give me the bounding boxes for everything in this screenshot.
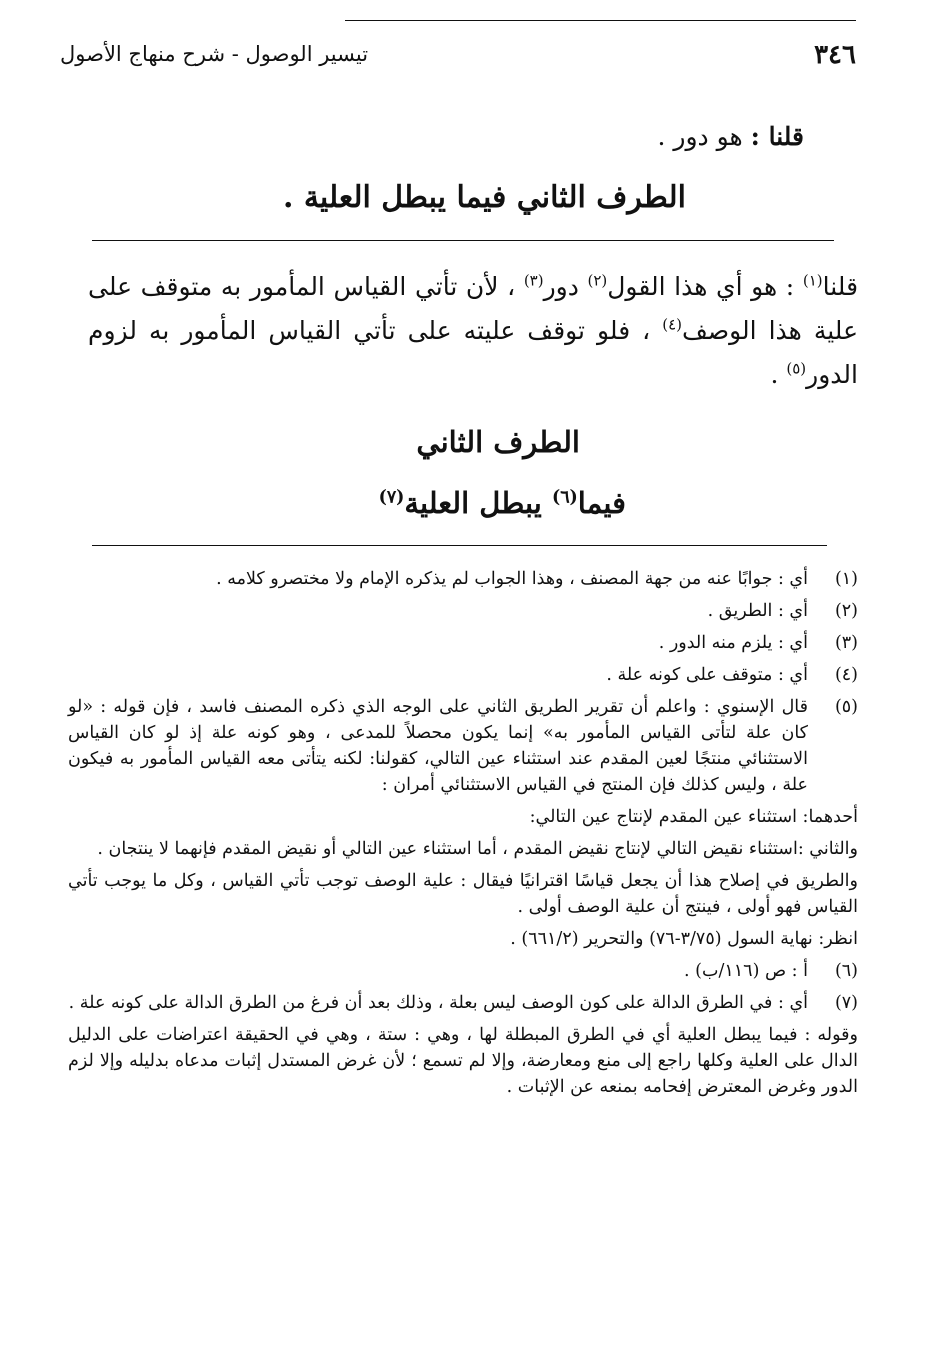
page-number: ٣٤٦: [814, 40, 856, 70]
footnote-2: [68, 598, 858, 630]
footnote-7: [68, 990, 858, 1022]
footnotes: [68, 566, 858, 1100]
footnote-1: [68, 566, 858, 598]
footnote-5-continued: والثاني :استثناء نقيض التالي لإنتاج نقيض المقدم ، أما استثناء عين التالي أو نقيض المقدم فإنهما لا ينتجان .: [97, 839, 858, 859]
footnote-4: [68, 662, 858, 694]
section-heading-mid: الطرف الثاني: [416, 425, 580, 459]
footnote-ref-3[interactable]: (٣): [523, 271, 544, 290]
footnote-5-continued: والطريق في إصلاح هذا أن يجعل قياسًا اقترانيًا فيقال : علية الوصف توجب تأتي القياس ، وكل ما يوجب تأتي القياس فهو أولى ، فينتج أن علية الوصف أولى .: [68, 871, 858, 917]
section-heading-sub: [379, 486, 626, 520]
footnote-6: [68, 958, 858, 990]
section-heading-top: الطرف الثاني فيما يبطل العلية .: [282, 180, 686, 215]
qulna-label: قلنا :: [750, 122, 804, 151]
para-text-5: ، فلو توقف عليته على تأتي القياس المأمور به لزوم الدور: [88, 316, 858, 389]
footnote-ref-2[interactable]: (٢): [587, 271, 608, 290]
para-text-6: .: [770, 360, 787, 389]
footnote-text: قال الإسنوي : واعلم أن تقرير الطريق الثاني على الوجه الذي ذكره المصنف فاسد ، فإن قوله : «لو كان علة لتأتى القياس المأمور به» إنما يكون محصلاً للمدعى ، وهو كونه علة إذ لو كان القياس الاستثنائي منتجًا لعين المقدم عند استثناء عين التالي، كقولنا: لكنه يتأتى معه القياس المأمور به فيكون علة ، وليس كذلك فإن المنتج في القياس الاستثنائي أمران :: [68, 697, 808, 795]
main-paragraph: [88, 265, 858, 397]
footnote-5-continued: أحدهما: استثناء عين المقدم لإنتاج عين التالي:: [529, 807, 858, 827]
para-text-2: : هو أي هذا القول: [607, 272, 803, 301]
page-header: [60, 40, 856, 80]
footnote-divider: [92, 545, 827, 546]
footnote-number: (١): [834, 569, 858, 589]
header-divider: [345, 20, 856, 21]
heading-sub-text-2: يبطل العلية: [404, 486, 552, 520]
footnote-ref-5[interactable]: (٥): [786, 359, 807, 378]
footnote-text: أي : يلزم منه الدور .: [658, 633, 808, 653]
footnote-number: (٤): [834, 665, 858, 685]
footnote-text: أي : في الطرق الدالة على كون الوصف ليس بعلة ، وذلك بعد أن فرغ من الطرق الدالة على كونه علة .: [68, 993, 808, 1013]
footnote-5-source: انظر: نهاية السول (٣/٧٥-٧٦) والتحرير (٦٦١/٢) .: [510, 929, 858, 949]
para-text-1: قلنا: [822, 272, 859, 301]
footnote-number: (٥): [834, 697, 858, 717]
footnote-number: (٢): [834, 601, 858, 621]
para-text-3: دور: [543, 272, 588, 301]
para-text-4: ، لأن تأتي القياس المأمور به متوقف على علية هذا الوصف: [88, 272, 858, 345]
heading-divider-top: [92, 240, 834, 241]
running-title: تيسير الوصول - شرح منهاج الأصول: [60, 42, 369, 66]
heading-sub-text-1: فيما: [577, 486, 626, 520]
footnote-7-continued: وقوله : فيما يبطل العلية أي في الطرق المبطلة لها ، وهي : ستة ، وهي في الحقيقة اعتراضات على الدليل الدال على العلية وكلها راجع إلى منع ومعارضة، وإلا لم تسمع ؛ لأن غرض المستدل إثبات مدعاه بدليله وإلا لزم الدور وغرض المعترض إفحامه بمنعه عن الإثبات .: [68, 1025, 858, 1097]
footnote-text: أ : ص (١١٦/ب) .: [684, 961, 808, 981]
footnote-ref-7[interactable]: (٧): [378, 487, 405, 508]
footnote-text: أي : متوقف على كونه علة .: [606, 665, 808, 685]
footnote-number: (٧): [834, 993, 858, 1013]
footnote-text: أي : جوابًا عنه من جهة المصنف ، وهذا الجواب لم يذكره الإمام ولا مختصرو كلامه .: [216, 569, 808, 589]
qulna-line: [658, 122, 805, 151]
footnote-5: [68, 694, 858, 804]
qulna-text: هو دور .: [657, 122, 751, 151]
footnote-number: (٦): [834, 961, 858, 981]
footnote-number: (٣): [834, 633, 858, 653]
footnote-ref-4[interactable]: (٤): [662, 315, 683, 334]
footnote-3: [68, 630, 858, 662]
footnote-ref-6[interactable]: (٦): [551, 487, 578, 508]
footnote-ref-1[interactable]: (١): [802, 271, 823, 290]
footnote-text: أي : الطريق .: [707, 601, 808, 621]
